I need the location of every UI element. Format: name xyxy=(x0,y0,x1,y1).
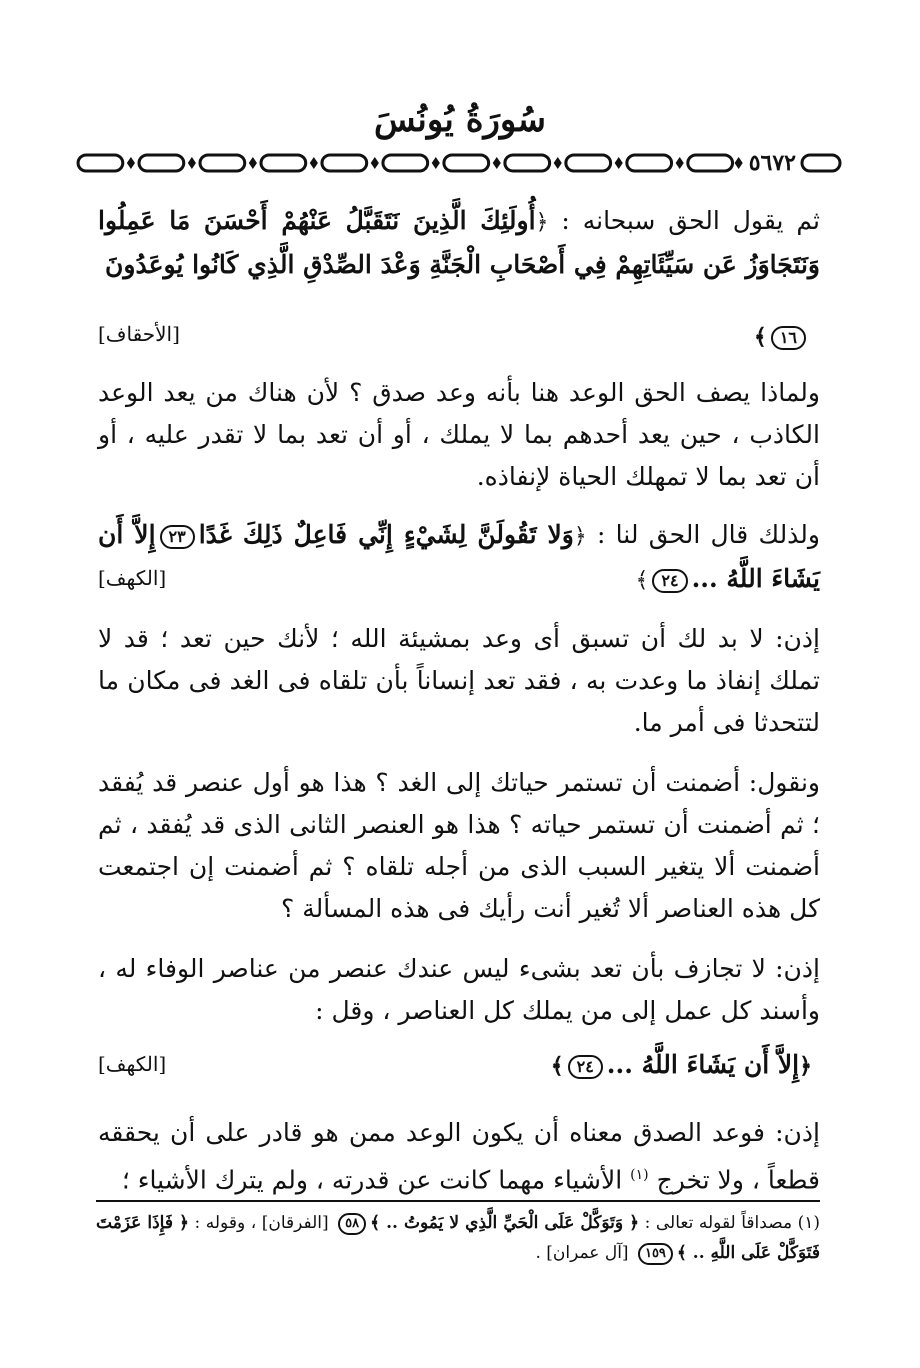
surah-title: سُورَةُ يُونُسَ xyxy=(374,100,546,140)
ayah-number: ١٥٩ xyxy=(638,1243,673,1265)
quran-verse: أُولَئِكَ الَّذِينَ نَتَقَبَّلُ عَنْهُمْ أَحْسَنَ مَا عَمِلُوا وَنَتَجَاوَزُ عَن سَيِّئَاتِهِمْ فِي أَصْحَابِ الْجَنَّةِ وَعْدَ الصِّدْقِ الَّذِي كَانُوا يُوعَدُونَ xyxy=(98,206,820,279)
chain-end-icon xyxy=(800,150,844,176)
paragraph-kahf-verse xyxy=(98,514,820,602)
open-bracket: ﴿ xyxy=(799,1053,812,1079)
page-number: ٥٦٧٢ xyxy=(748,150,796,176)
ayah-number: ٢٣ xyxy=(160,525,195,549)
intro-text: ثم يقول الحق سبحانه : xyxy=(548,206,820,235)
footnote-marker: (١) xyxy=(630,1167,649,1183)
quran-verse: إِلاَّ أَن يَشَاءَ اللَّهُ ... xyxy=(606,1050,800,1079)
text-part-one: إذن: فوعد الصدق معناه أن يكون الوعد ممن هو قادر على أن يحققه قطعاً ، ولا تخرج xyxy=(98,1118,820,1195)
paragraph-ahqaf-verse xyxy=(98,200,820,286)
header-ornament xyxy=(74,146,844,180)
ayah-number: ٥٨ xyxy=(338,1213,366,1235)
ayah-number: ٢٤ xyxy=(568,1055,603,1079)
text-part-two: الأشياء مهما كانت عن قدرته ، ولم يترك الأشياء ؛ xyxy=(121,1165,631,1195)
chain-ornament-icon xyxy=(74,150,745,176)
standalone-verse xyxy=(551,1050,812,1079)
footnote-ref-one: [الفرقان] ، وقوله : xyxy=(188,1213,335,1233)
intro-text: ولذلك قال الحق لنا : xyxy=(586,520,820,549)
close-bracket: ﴾ xyxy=(753,324,767,350)
open-bracket: ﴿ xyxy=(573,524,587,549)
footnote-divider xyxy=(96,1200,820,1202)
verse-end-line xyxy=(754,321,810,350)
quran-verse-part-one: وَلا تَقُولَنَّ لِشَيْءٍ إِنِّي فَاعِلٌ ذَلِكَ غَدًا xyxy=(198,520,574,549)
ayah-number: ٢٤ xyxy=(652,569,687,593)
close-bracket: ﴾ xyxy=(550,1053,564,1079)
close-bracket: ﴾ xyxy=(635,568,649,593)
open-bracket: ﴿ xyxy=(535,210,549,235)
paragraph-questions: ونقول: أضمنت أن تستمر حياتك إلى الغد ؟ هذا هو أول عنصر قد يُفقد ؛ ثم أضمنت أن تستمر حياته ؟ هذا هو العنصر الثانى الذى قد يُفقد ، ثم أضمنت ألا يتغير السبب الذى من أجله تلقاه ؟ ثم أضمنت إن اجتمعت كل هذه العناصر ألا تُغير أنت رأيك فى هذه المسألة ؟ xyxy=(98,768,820,923)
surah-reference: [الأحقاف] xyxy=(98,322,180,346)
footnote-lead: (١) مصداقاً لقوله تعالى : xyxy=(639,1213,820,1233)
paragraph-will-of-god: إذن: لا بد لك أن تسبق أى وعد بمشيئة الله ؛ لأنك حين تعد ؛ قد لا تملك إنفاذ ما وعدت به ، فقد تعد إنساناً بأن تلقاه فى الغد فى مكان ما لتتحدثا فى أمر ما. xyxy=(98,624,820,737)
surah-reference: [الكهف] xyxy=(98,1052,167,1076)
footnote-verse-one: ﴿ وَتَوَكَّلْ عَلَى الْحَيِّ الَّذِي لا يَمُوتُ .. ﴾ xyxy=(370,1213,640,1233)
footnote-ref-two: [آل عمران] . xyxy=(535,1243,634,1263)
quran-verse-part-two: إِلاَّ أَن يَشَاءَ اللَّهُ ... xyxy=(98,520,820,593)
footnote-verse-two: ﴿ فَإِذَا عَزَمْتَ فَتَوَكَّلْ عَلَى اللَّهِ .. ﴾ xyxy=(96,1213,820,1263)
paragraph-truthful-promise: ولماذا يصف الحق الوعد هنا بأنه وعد صدق ؟ لأن هناك من يعد الوعد الكاذب ، حين يعد أحدهم بما لا يملك ، أو أن تعد بما لا تقدر عليه ، أو أن تعد بما لا تمهلك الحياة لإنفاذه. xyxy=(98,378,820,491)
footnote xyxy=(96,1208,820,1268)
paragraph-meaning-of-promise xyxy=(98,1112,820,1201)
paragraph-do-not-gamble: إذن: لا تجازف بأن تعد بشىء ليس عندك عنصر من عناصر الوفاء له ، وأسند كل عمل إلى من يملك كل العناصر ، وقل : xyxy=(98,954,820,1025)
surah-reference: [الكهف] xyxy=(98,566,167,590)
ayah-number: ١٦ xyxy=(771,326,806,350)
